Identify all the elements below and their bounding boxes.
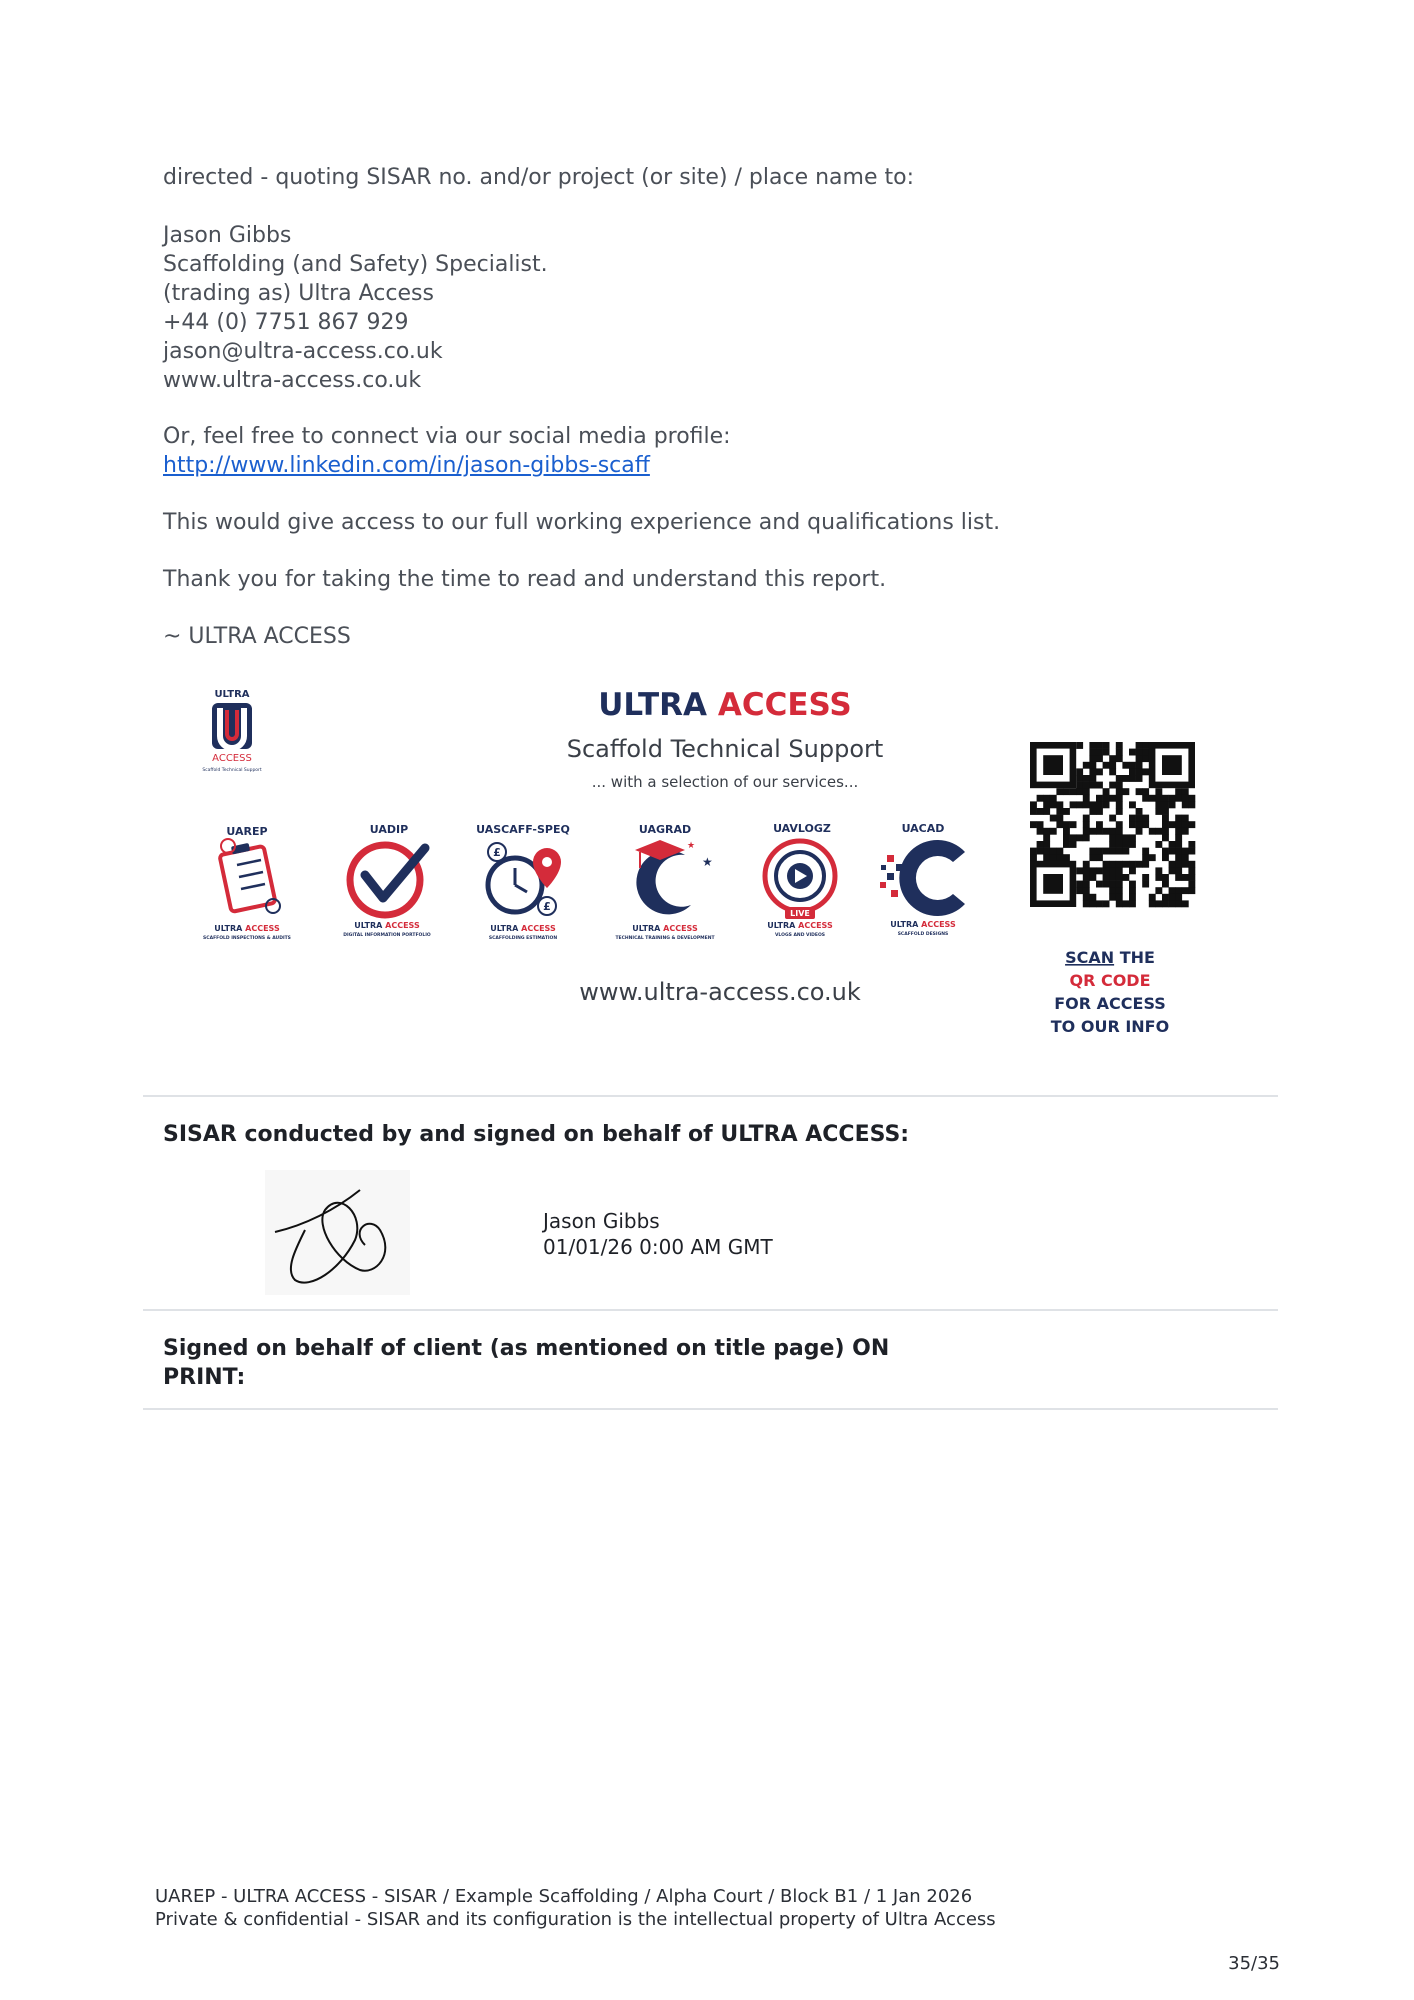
service-uavlogz (765, 822, 835, 938)
social-intro: Or, feel free to connect via our social media profile: (163, 424, 731, 449)
divider (143, 1309, 1278, 1311)
svg-text:ULTRA ACCESS: ULTRA ACCESS (354, 921, 420, 930)
service-uarep (203, 825, 291, 941)
svg-text:UACAD: UACAD (901, 822, 945, 835)
social-block (163, 422, 731, 480)
contact-phone: +44 (0) 7751 867 929 (163, 310, 409, 335)
access-paragraph: This would give access to our full working experience and qualifications list. (163, 510, 1001, 535)
banner-website: www.ultra-access.co.uk (579, 978, 861, 1006)
svg-text:DIGITAL INFORMATION PORTFOLIO: DIGITAL INFORMATION PORTFOLIO (343, 933, 431, 938)
divider (143, 1408, 1278, 1410)
contact-email: jason@ultra-access.co.uk (163, 339, 443, 364)
ultra-access-logo (202, 689, 262, 773)
signer-name: Jason Gibbs (543, 1209, 660, 1233)
svg-text:★: ★ (687, 841, 696, 851)
logo-caption: Scaffold Technical Support (202, 768, 262, 773)
svg-text:ULTRA ACCESS: ULTRA ACCESS (890, 920, 956, 929)
service-brand: ULTRA ACCESS (214, 924, 280, 933)
clipboard-checklist-icon (219, 839, 280, 913)
svg-text:£: £ (543, 900, 551, 913)
video-play-icon (765, 841, 835, 919)
service-uagrad (615, 823, 715, 941)
logo-bottom-text: ACCESS (212, 753, 252, 764)
clock-location-icon (488, 843, 561, 915)
svg-text:ULTRA ACCESS: ULTRA ACCESS (767, 921, 833, 930)
svg-text:UASCAFF-SPEQ: UASCAFF-SPEQ (476, 823, 570, 836)
qr-caption-line3: FOR ACCESS (1054, 994, 1166, 1013)
live-badge: LIVE (790, 909, 810, 918)
contact-role: Scaffolding (and Safety) Specialist. (163, 252, 548, 277)
page-footer (155, 1885, 996, 1931)
qr-code (1030, 742, 1195, 907)
svg-text:ULTRA ACCESS: ULTRA ACCESS (490, 924, 556, 933)
qr-caption (1051, 948, 1169, 1036)
client-signoff-heading (163, 1334, 889, 1392)
svg-text:UADIP: UADIP (369, 823, 409, 836)
svg-text:UAVLOGZ: UAVLOGZ (773, 822, 831, 835)
qr-caption-line4: TO OUR INFO (1050, 1017, 1170, 1036)
banner-subtitle: Scaffold Technical Support (566, 735, 884, 763)
svg-text:TECHNICAL TRAINING & DEVELOPME: TECHNICAL TRAINING & DEVELOPMENT (615, 936, 715, 941)
signoff-heading: SISAR conducted by and signed on behalf of ULTRA ACCESS: (163, 1122, 910, 1147)
svg-text:UAREP: UAREP (226, 825, 268, 838)
closing-signoff: ~ ULTRA ACCESS (163, 624, 351, 649)
qr-caption-line2: QR CODE (1069, 971, 1151, 990)
qr-caption-line1: SCAN THE (1065, 948, 1155, 967)
svg-text:ULTRA ACCESS: ULTRA ACCESS (632, 924, 698, 933)
signature-image (265, 1170, 410, 1295)
signed-timestamp: 01/01/26 0:00 AM GMT (543, 1235, 773, 1259)
linkedin-link[interactable]: http://www.linkedin.com/in/jason-gibbs-scaff (163, 453, 650, 478)
graduation-cap-icon (635, 840, 713, 914)
service-uacad (880, 822, 965, 937)
signer-details (543, 1208, 773, 1260)
svg-text:SCAFFOLD INSPECTIONS & AUDITS: SCAFFOLD INSPECTIONS & AUDITS (203, 936, 291, 941)
service-uadip (343, 823, 431, 938)
client-heading-line2: PRINT: (163, 1365, 246, 1390)
client-heading-line1: Signed on behalf of client (as mentioned on title page) ON (163, 1336, 890, 1361)
contact-name: Jason Gibbs (163, 223, 292, 248)
checkmark-circle-icon (350, 845, 425, 915)
banner-tagline: ... with a selection of our services... (591, 773, 859, 791)
service-uascaff-speq (476, 823, 570, 941)
logo-top-text: ULTRA (214, 689, 250, 700)
thanks-paragraph: Thank you for taking the time to read and understand this report. (163, 567, 887, 592)
intro-text: directed - quoting SISAR no. and/or project (or site) / place name to: (163, 165, 914, 190)
svg-text:SCAFFOLDING ESTIMATION: SCAFFOLDING ESTIMATION (488, 936, 558, 941)
svg-text:£: £ (493, 846, 501, 859)
ultra-access-banner (175, 680, 1225, 1050)
footer-line2: Private & confidential - SISAR and its configuration is the intellectual property of Ultra Access (155, 1909, 996, 1930)
contact-website: www.ultra-access.co.uk (163, 368, 422, 393)
footer-line1: UAREP - ULTRA ACCESS - SISAR / Example Scaffolding / Alpha Court / Block B1 / 1 Jan 2026 (155, 1886, 973, 1907)
svg-text:VLOGS AND VIDEOS: VLOGS AND VIDEOS (774, 933, 826, 938)
svg-text:★: ★ (702, 855, 713, 869)
banner-title: ULTRA ACCESS (598, 687, 852, 723)
svg-text:UAGRAD: UAGRAD (638, 823, 692, 836)
contact-block (163, 221, 548, 395)
page-number: 35/35 (1228, 1953, 1280, 1974)
divider (143, 1095, 1278, 1097)
pixel-c-icon (880, 840, 965, 916)
contact-trading-name: (trading as) Ultra Access (163, 281, 434, 306)
svg-text:SCAFFOLD DESIGNS: SCAFFOLD DESIGNS (897, 932, 949, 937)
